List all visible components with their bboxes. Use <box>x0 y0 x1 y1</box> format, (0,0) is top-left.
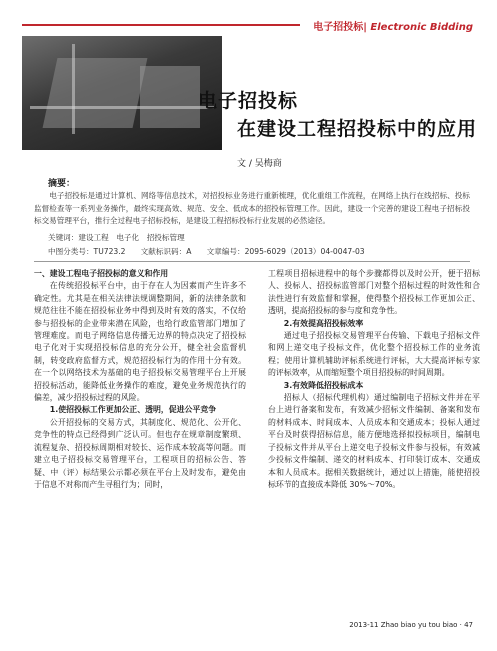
classification-meta: 中图分类号：TU723.2 文献标识码：A 文章编号：2095-6029（2013）04-0047-03 <box>48 247 365 256</box>
column-header: 电子招投标| Electronic Bidding <box>313 22 473 33</box>
paragraph: 招标人（招标代理机构）通过编制电子招标文件并在平台上进行备案和发布，有效减少招标文件编制、备案和发布的材料成本、时间成本、人员成本和交通成本；投标人通过平台及时获得招标信息，能方便地选择拟投标项目，编制电子投标文件并从平台上递交电子投标文件参与投标，有效减少投标文件编制、递交的材料成本、打印装订成本、交通成本和人员成本。据相关数据统计，通过以上措施，能使招投标环节的直接成本降低 30%～70%。 <box>268 393 480 489</box>
column-title-en: Electronic Bidding <box>370 22 473 33</box>
subheading: 2.有效提高招投标效率 <box>283 318 364 328</box>
subheading: 3.有效降低招投标成本 <box>283 380 364 390</box>
page-footer: 2013-11 Zhao biao yu tou biao · 47 <box>349 621 473 629</box>
section-divider <box>34 261 470 262</box>
section-heading: 一、建设工程电子招投标的意义和作用 <box>34 269 169 278</box>
subheading: 1.使招投标工作更加公正、透明，促进公平竞争 <box>49 405 217 415</box>
article-author: 文 / 吴梅商 <box>237 159 282 169</box>
paragraph: 工程项目招标进程中的每个步骤都得以及时公开，便于招标人、投标人、招投标监管部门对整个招标过程的时效性和合法性进行有效监督和掌握，使得整个招投标工作更加公正、透明，提高招投标的参与度和竞争性。 <box>268 269 480 316</box>
article-title-line2: 在建设工程招投标中的应用 <box>237 118 478 140</box>
right-column <box>268 268 480 491</box>
article-title-line1: 电子招投标 <box>198 90 299 112</box>
paragraph: 在传统招投标平台中，由于存在人为因素而产生许多不确定性。尤其是在相关法律法规调整期间，新的法律条款和规范往往不能在招投标业务中得到及时有效的落实，不仅给参与招投标的企业带来潜在风险，也给行政监管部门增加了管理难度。而电子网络信息传播无边界的特点决定了招投标电子化对于实现招投标信息的充分公开，健全社会监督机制，转变政府监督方式，规范招投标行为的作用十分有效。在一个以网络技术为基础的电子招投标交易管理平台上开展招投标活动，能降低业务操作的难度，避免业务规范执行的偏差，减少招投标过程的风险。 <box>34 281 246 403</box>
abstract-label: 摘要： <box>48 179 76 189</box>
paragraph: 通过电子招投标交易管理平台传输、下载电子招标文件和网上递交电子投标文件，优化整个招投标工作的业务流程；使用计算机辅助评标系统进行评标，大大提高评标专家的评标效率，从而缩短整个项目招投标的时间周期。 <box>268 331 480 378</box>
column-title-cn: 电子招投标 <box>313 22 364 33</box>
hero-photo <box>22 36 222 150</box>
abstract-text: 电子招投标是通过计算机、网络等信息技术，对招投标业务进行重新梳理，优化重组工作流程，在网络上执行在线招标、投标监督检查等一系列业务操作，最终实现高效、规范、安全、低成本的招投标管理工作。因此，建设一个完善的建设工程电子招标投标交易管理平台，推行全过程电子招标投标，是建设工程招标投标行业发展的必然途径。 <box>34 191 470 225</box>
left-column <box>34 268 246 491</box>
keywords: 关键词：建设工程 电子化 招投标管理 <box>48 233 185 242</box>
paragraph: 公开招投标的交易方式，其制度化、规范化、公开化、竞争性的特点已经得到广泛认可。但也存在规章制度繁琐、流程复杂、招投标周期相对较长、运作成本较高等问题。而建立电子招投标交易管理平台，工程项目的招标公告、答疑、中（评）标结果公示都必须在平台上及时发布，避免由于信息不对称而产生寻租行为；同时， <box>34 417 246 489</box>
